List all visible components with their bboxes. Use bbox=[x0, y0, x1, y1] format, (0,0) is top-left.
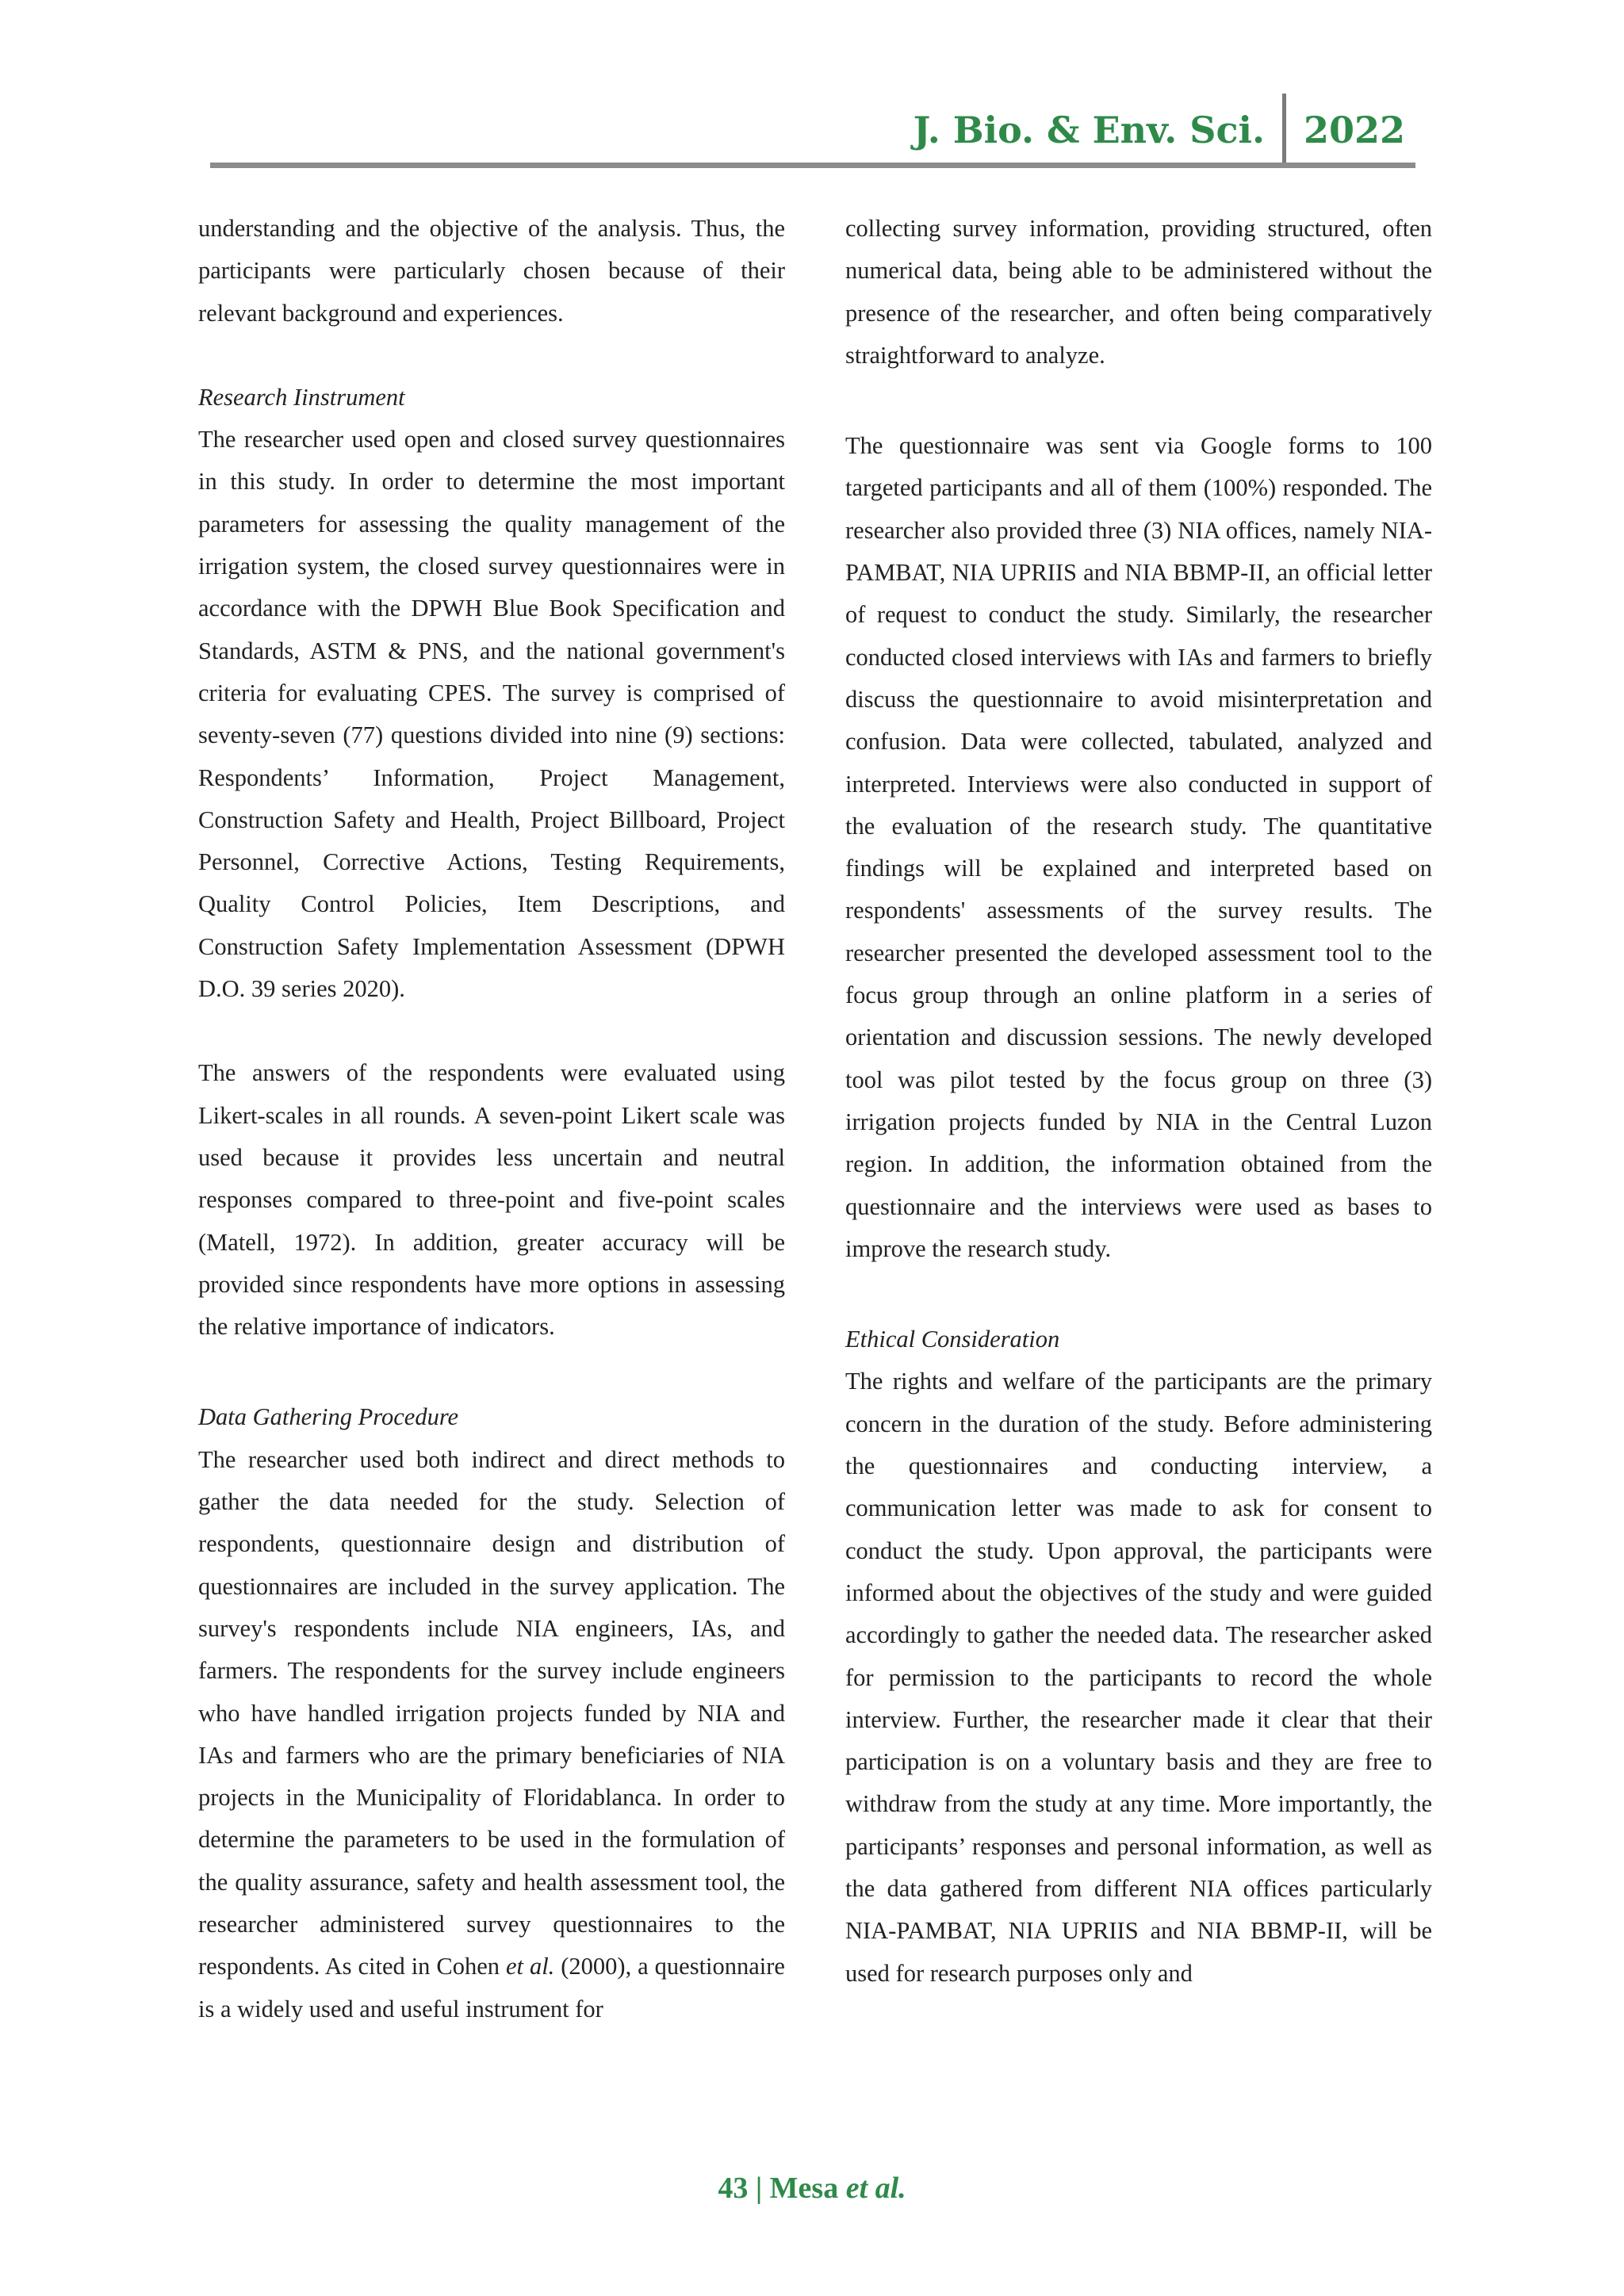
paragraph: understanding and the objective of the analysis. Thus, the participants were particularly chosen because of their relevant background and experiences. bbox=[198, 215, 785, 327]
right-column bbox=[845, 208, 1432, 1995]
paragraph: The questionnaire was sent via Google forms to 100 targeted participants and all of them (100%) responded. The researcher also provided three (3) NIA offices, namely NIA-PAMBAT, NIA UPRIIS and NIA BBMP-II, an official letter of request to conduct the study. Similarly, the researcher conducted closed interviews with IAs and farmers to briefly discuss the questionnaire to avoid misinterpretation and confusion. Data were collected, tabulated, analyzed and interpreted. Interviews were also conducted in support of the evaluation of the research study. The quantitative findings will be explained and interpreted based on respondents' assessments of the survey results. The researcher presented the developed assessment tool to the focus group through an online platform in a series of orientation and discussion sessions. The newly developed tool was pilot tested by the focus group on three (3) irrigation projects funded by NIA in the Central Luzon region. In addition, the information obtained from the questionnaire and the interviews were used as bases to improve the research study. bbox=[845, 432, 1432, 1262]
running-header bbox=[914, 94, 1405, 166]
page-number-author: 43 | Mesa bbox=[718, 2172, 846, 2205]
paragraph: The researcher used open and closed survey questionnaires in this study. In order to determine the most important parameters for assessing the quality management of the irrigation system, the closed survey questionnaires were in accordance with the DPWH Blue Book Specification and Standards, ASTM & PNS, and the national government's criteria for evaluating CPES. The survey is comprised of seventy-seven (77) questions divided into nine (9) sections: Respondents’ Information, Project Management, Construction Safety and Health, Project Billboard, Project Personnel, Corrective Actions, Testing Requirements, Quality Control Policies, Item Descriptions, and Construction Safety Implementation Assessment (DPWH D.O. 39 series 2020). bbox=[198, 426, 785, 1003]
paragraph: The answers of the respondents were evaluated using Likert-scales in all rounds. A seven-point Likert scale was used because it provides less uncertain and neutral responses compared to three-point and five-point scales (Matell, 1972). In addition, greater accuracy will be provided since respondents have more options in assessing the relative importance of indicators. bbox=[198, 1059, 785, 1341]
footer-et-al: et al. bbox=[845, 2172, 906, 2205]
paragraph: collecting survey information, providing structured, often numerical data, being able to be administered without the presence of the researcher, and often being comparatively straightforward to analyze. bbox=[845, 215, 1432, 369]
header-rule bbox=[210, 163, 1415, 168]
et-al-citation: et al. bbox=[505, 1953, 555, 1980]
paragraph: The researcher used both indirect and direct methods to gather the data needed for the study. Selection of respondents, questionnaire design and distribution of questionnaires are included in the survey application. The survey's respondents include NIA engineers, IAs, and farmers. The respondents for the survey include engineers who have handled irrigation projects funded by NIA and IAs and farmers who are the primary beneficiaries of NIA projects in the Municipality of Floridablanca. In order to determine the parameters to be used in the formulation of the quality assurance, safety and health assessment tool, the researcher administered survey questionnaires to the respondents. As cited in Cohen et al. (2000), a questionnaire is a widely used and useful instrument for bbox=[198, 1445, 785, 2022]
page-footer bbox=[0, 2171, 1624, 2206]
section-heading-data-gathering: Data Gathering Procedure bbox=[198, 1403, 459, 1431]
paragraph: The rights and welfare of the participants are the primary concern in the duration of the study. Before administering the questionnaires and conducting interview, a communication letter was made to ask for consent to conduct the study. Upon approval, the participants were informed about the objectives of the study and were guided accordingly to gather the needed data. The researcher asked for permission to the participants to record the whole interview. Further, the researcher made it clear that their participation is on a voluntary basis and they are free to withdraw from the study at any time. More importantly, the participants’ responses and personal information, as well as the data gathered from different NIA offices particularly NIA-PAMBAT, NIA UPRIIS and NIA BBMP-II, will be used for research purposes only and bbox=[845, 1368, 1432, 1987]
journal-name: J. Bio. & Env. Sci. bbox=[913, 109, 1265, 151]
journal-year: 2022 bbox=[1303, 109, 1405, 151]
section-heading-ethical: Ethical Consideration bbox=[845, 1326, 1060, 1353]
left-column bbox=[198, 208, 785, 2030]
section-heading-research-instrument: Research Iinstrument bbox=[198, 383, 405, 411]
